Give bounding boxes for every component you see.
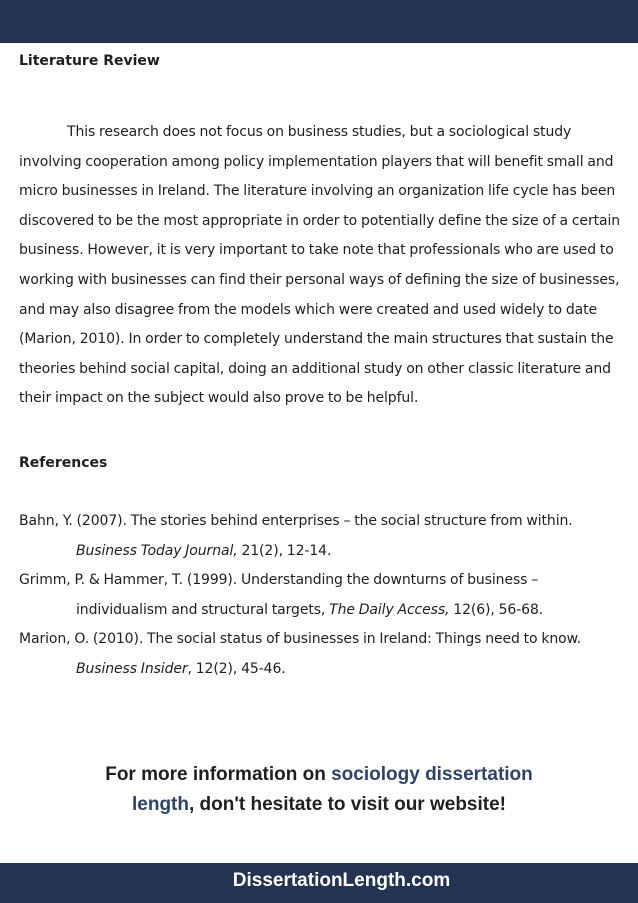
- footer-bar: [0, 863, 638, 903]
- reference-item: [19, 507, 625, 566]
- reference-list: [19, 507, 625, 685]
- reference-text: Marion, O. (2010). The social status of businesses in Ireland: Things need to know.: [19, 631, 582, 648]
- document-body: [19, 50, 625, 685]
- reference-details: 12(6), 56-68.: [449, 601, 544, 618]
- reference-journal: Business Today Journal,: [76, 542, 238, 559]
- reference-journal: Business Insider: [76, 660, 188, 677]
- cta-prefix: For more information on: [105, 764, 332, 785]
- reference-journal: The Daily Access,: [329, 601, 450, 618]
- call-to-action: [0, 760, 638, 820]
- cta-link-start[interactable]: sociology dissertation: [331, 764, 533, 785]
- literature-review-paragraph: This research does not focus on business studies, but a sociological study involving cooperation among policy implementation players that will benefit small and micro businesses in Ireland. The literature involving an organization life cycle has been discovered to be the most appropriate in order to potentially define the size of a certain business. However, it is very important to take note that professionals who are used to working with businesses can find their personal ways of defining the size of businesses, and may also disagree from the models which were created and used widely to date (Marion, 2010). In order to completely understand the main structures that sustain the theories behind social capital, doing an additional study on other classic literature and their impact on the subject would also prove to be helpful.: [19, 124, 621, 407]
- reference-text: Bahn, Y. (2007). The stories behind enterprises – the social structure from within.: [19, 512, 573, 529]
- references-heading: References: [19, 454, 108, 471]
- footer-site-link[interactable]: DissertationLength.com: [232, 870, 451, 891]
- cta-link[interactable]: length: [132, 794, 189, 815]
- reference-item: [19, 566, 625, 625]
- reference-item: [19, 625, 625, 684]
- literature-review-heading: Literature Review: [19, 53, 160, 69]
- reference-details: 21(2), 12-14.: [237, 542, 332, 559]
- cta-suffix: , don't hesitate to visit our website!: [189, 794, 506, 815]
- reference-text: Grimm, P. & Hammer, T. (1999). Understanding the downturns of business – individualism and structural targets,: [19, 572, 539, 618]
- reference-details: , 12(2), 45-46.: [187, 660, 286, 677]
- header-bar: [0, 0, 638, 43]
